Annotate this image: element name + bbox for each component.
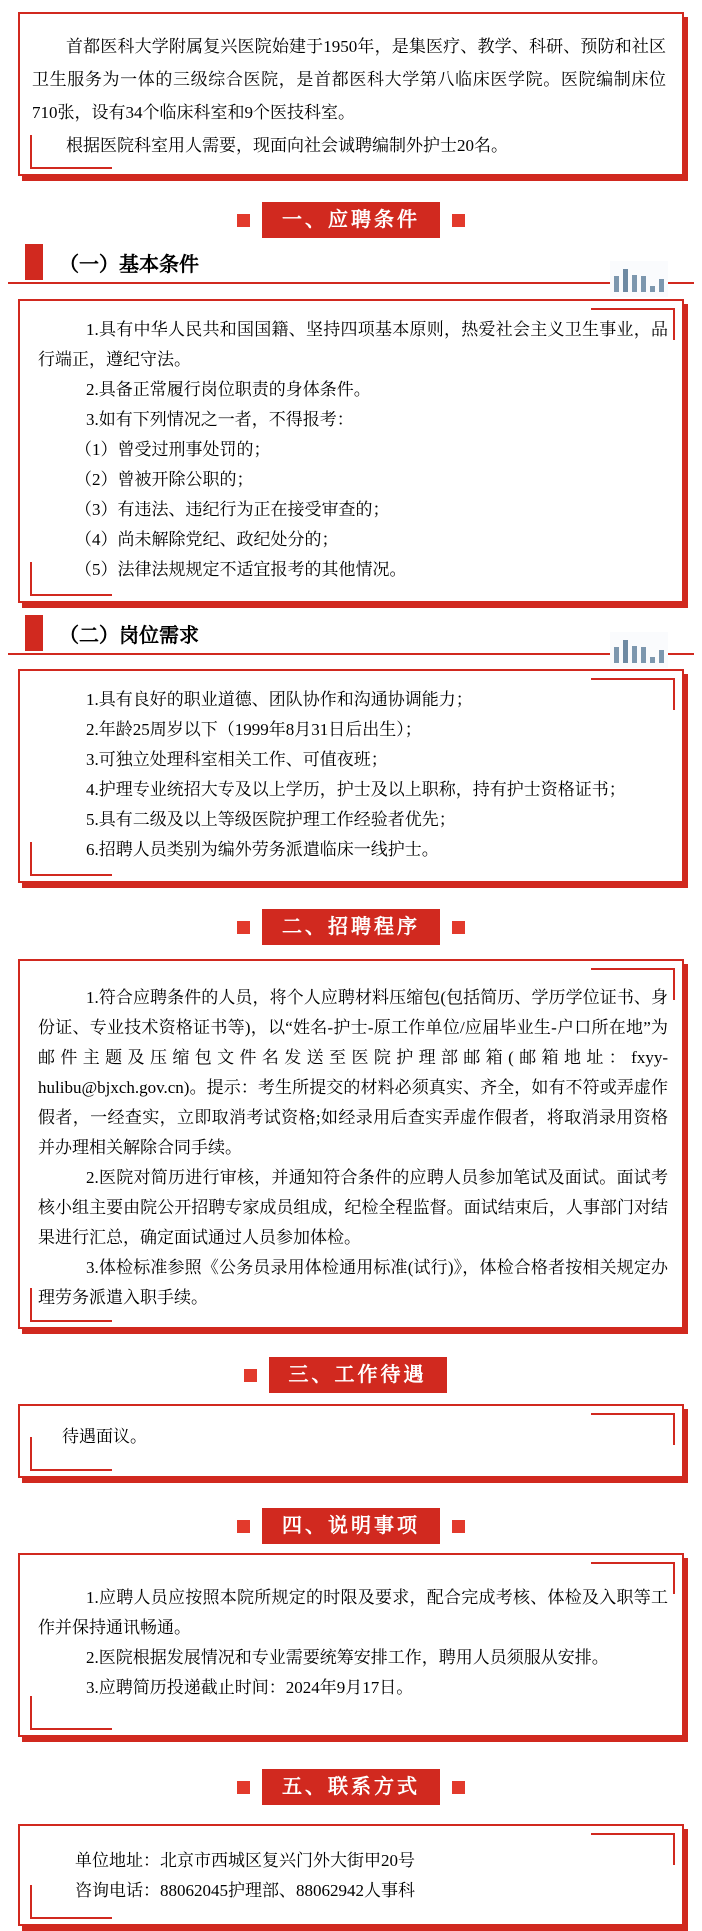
banner-square-right-icon [452, 1520, 465, 1533]
job-requirements-box [18, 669, 684, 883]
section-title: 二、招聘程序 [262, 909, 440, 945]
section-header-5 [0, 1769, 702, 1805]
bar-chart-icon [610, 632, 668, 668]
corner-decoration-bottom-left [30, 1288, 112, 1322]
corner-decoration-top-right [591, 1833, 675, 1865]
section-header-2 [0, 909, 702, 945]
recruitment-procedure-box [18, 959, 684, 1329]
banner-square-left-icon [237, 921, 250, 934]
list-item: 2.具备正常履行岗位职责的身体条件。 [86, 380, 371, 399]
list-item: 2.年龄25周岁以下（1999年8月31日后出生）； [86, 720, 422, 739]
paragraph: 2.医院根据发展情况和专业需要统筹安排工作，聘用人员须服从安排。 [86, 1648, 609, 1667]
list-item: （3）有违法、违纪行为正在接受审查的； [75, 500, 390, 519]
banner-square-left-icon [237, 1520, 250, 1533]
list-item: 3.可独立处理科室相关工作、可值夜班； [86, 750, 388, 769]
paragraph: 1.符合应聘条件的人员，将个人应聘材料压缩包(包括简历、学历学位证书、身份证、专业技术资格证书等)，以“姓名-护士-原工作单位/应届毕业生-户口所在地”为邮件主题及压缩包文件名发送至医院护理部邮箱(邮箱地址：fxyy-hulibu@bjxch.gov.cn)。提示：考生所提交的材料必须真实、齐全，如有不符或弄虚作假者，一经查实，立即取消考试资格;如经录用后查实弄虚作假者，将取消录用资格并办理相关解除合同手续。 [38, 988, 668, 1157]
corner-decoration-top-right [591, 1562, 675, 1594]
contact-phone: 咨询电话：88062045护理部、88062942人事科 [75, 1881, 415, 1900]
contact-box [18, 1824, 684, 1926]
subsection-header-basic [25, 244, 702, 280]
section-header-3 [0, 1357, 702, 1393]
paragraph: 2.医院对简历进行审核，并通知符合条件的应聘人员参加笔试及面试。面试考核小组主要由院公开招聘专家成员组成，纪检全程监督。面试结束后，人事部门对结果进行汇总，确定面试通过人员参加体检。 [38, 1168, 668, 1247]
red-bar-icon [25, 244, 43, 280]
contact-address: 单位地址：北京市西城区复兴门外大街甲20号 [75, 1851, 415, 1870]
section-header-4 [0, 1508, 702, 1544]
subsection-label: （二）岗位需求 [59, 624, 199, 647]
section-title: 三、工作待遇 [269, 1357, 447, 1393]
list-item: 1.具有中华人民共和国国籍、坚持四项基本原则，热爱社会主义卫生事业，品行端正，遵纪守法。 [38, 320, 668, 369]
list-item: （2）曾被开除公职的； [75, 470, 254, 489]
section-header-1 [0, 202, 702, 238]
subsection-divider [8, 282, 694, 284]
banner-square-left-icon [244, 1369, 257, 1382]
list-item: 5.具有二级及以上等级医院护理工作经验者优先； [86, 810, 456, 829]
remuneration-box [18, 1404, 684, 1478]
list-item: 1.具有良好的职业道德、团队协作和沟通协调能力； [86, 690, 473, 709]
corner-decoration-top-right [591, 1413, 675, 1445]
list-item: 6.招聘人员类别为编外劳务派遣临床一线护士。 [86, 840, 439, 859]
banner-square-right-icon [452, 921, 465, 934]
paragraph: 1.应聘人员应按照本院所规定的时限及要求，配合完成考核、体检及入职等工作并保持通讯畅通。 [38, 1588, 668, 1637]
intro-paragraph: 首都医科大学附属复兴医院始建于1950年，是集医疗、教学、科研、预防和社区卫生服务为一体的三级综合医院，是首都医科大学第八临床医学院。医院编制床位710张，设有34个临床科室和9个医技科室。 [32, 37, 666, 122]
banner-square-left-icon [237, 214, 250, 227]
banner-square-right-icon [452, 1781, 465, 1794]
intro-paragraph: 根据医院科室用人需要，现面向社会诚聘编制外护士20名。 [66, 136, 508, 155]
corner-decoration-top-right [591, 308, 675, 340]
paragraph: 3.体检标准参照《公务员录用体检通用标准(试行)》，体检合格者按相关规定办理劳务派遣入职手续。 [38, 1258, 668, 1307]
corner-decoration-bottom-left [30, 562, 112, 596]
banner-square-left-icon [237, 1781, 250, 1794]
subsection-header-job [25, 615, 702, 651]
corner-decoration-top-right [591, 968, 675, 1000]
list-item: （1）曾受过刑事处罚的； [75, 440, 271, 459]
corner-decoration-bottom-left [30, 1437, 112, 1471]
section-title: 一、应聘条件 [262, 202, 440, 238]
corner-decoration-top-right [591, 678, 675, 710]
banner-square-right-icon [452, 214, 465, 227]
subsection-label: （一）基本条件 [59, 253, 199, 276]
corner-decoration-bottom-left [30, 842, 112, 876]
basic-conditions-box [18, 299, 684, 603]
red-bar-icon [25, 615, 43, 651]
corner-decoration-bottom-left [30, 1885, 112, 1919]
subsection-divider [8, 653, 694, 655]
bar-chart-icon [610, 261, 668, 297]
list-item: 3.如有下列情况之一者，不得报考： [86, 410, 354, 429]
paragraph: 待遇面议。 [62, 1427, 147, 1446]
list-item: （4）尚未解除党纪、政纪处分的； [75, 530, 339, 549]
list-item: （5）法律法规规定不适宜报考的其他情况。 [75, 560, 407, 579]
section-title: 四、说明事项 [262, 1508, 440, 1544]
corner-decoration-bottom-left [30, 135, 112, 169]
list-item: 4.护理专业统招大专及以上学历，护士及以上职称，持有护士资格证书； [86, 780, 626, 799]
paragraph: 3.应聘简历投递截止时间：2024年9月17日。 [86, 1678, 414, 1697]
corner-decoration-bottom-left [30, 1696, 112, 1730]
notes-box [18, 1553, 684, 1737]
intro-box [18, 12, 684, 176]
section-title: 五、联系方式 [262, 1769, 440, 1805]
